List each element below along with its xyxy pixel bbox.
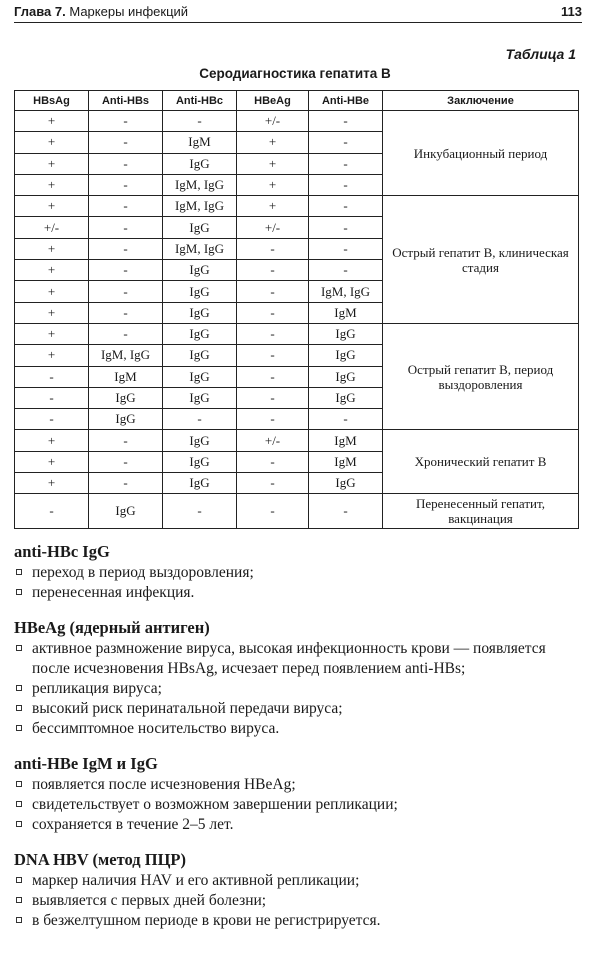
list-item bbox=[14, 795, 580, 815]
list-item-text: переход в период выздоровления; bbox=[32, 564, 254, 581]
table-cell: IgG bbox=[309, 387, 383, 408]
table-cell: IgG bbox=[163, 153, 237, 174]
table-cell: + bbox=[15, 196, 89, 217]
table-cell: - bbox=[237, 302, 309, 323]
running-head bbox=[14, 4, 188, 22]
list-item-text: выявляется с первых дней болезни; bbox=[32, 892, 267, 909]
chapter-number: Глава 7. bbox=[14, 4, 66, 19]
table-cell: - bbox=[15, 409, 89, 430]
list-item bbox=[14, 719, 580, 739]
table-cell: + bbox=[15, 451, 89, 472]
table-cell: - bbox=[89, 260, 163, 281]
table-cell: IgG bbox=[163, 217, 237, 238]
section-heading: DNA HBV (метод ПЦР) bbox=[14, 850, 186, 869]
table-cell: IgG bbox=[163, 451, 237, 472]
table-cell: IgM, IgG bbox=[89, 345, 163, 366]
table-cell: - bbox=[89, 174, 163, 195]
table-cell: - bbox=[163, 494, 237, 529]
table-cell: - bbox=[89, 323, 163, 344]
table-cell: IgG bbox=[89, 387, 163, 408]
square-bullet-icon bbox=[16, 705, 22, 711]
table-cell: IgM, IgG bbox=[163, 238, 237, 259]
table-cell: + bbox=[15, 302, 89, 323]
table-cell: IgG bbox=[163, 323, 237, 344]
table-cell: +/- bbox=[237, 217, 309, 238]
table-cell: + bbox=[15, 238, 89, 259]
column-header: Заключение bbox=[383, 91, 579, 111]
table-cell: + bbox=[15, 111, 89, 132]
square-bullet-icon bbox=[16, 917, 22, 923]
list-item bbox=[14, 911, 580, 931]
table-cell: IgG bbox=[163, 387, 237, 408]
table-cell: IgM bbox=[309, 302, 383, 323]
table-cell: - bbox=[237, 366, 309, 387]
table-cell: + bbox=[15, 132, 89, 153]
table-cell: IgG bbox=[89, 409, 163, 430]
list-item bbox=[14, 699, 580, 719]
conclusion-cell: Хронический гепатит В bbox=[383, 430, 579, 494]
table-cell: - bbox=[237, 260, 309, 281]
list-item-text: репликация вируса; bbox=[32, 680, 162, 697]
table-cell: - bbox=[237, 345, 309, 366]
table-cell: - bbox=[237, 473, 309, 494]
table-cell: - bbox=[237, 451, 309, 472]
table-cell: - bbox=[89, 132, 163, 153]
list-item-text: в безжелтушном периоде в крови не регистрируется. bbox=[32, 912, 381, 929]
table-cell: + bbox=[15, 260, 89, 281]
table-cell: - bbox=[309, 238, 383, 259]
marker-section bbox=[14, 541, 580, 603]
table-cell: IgM bbox=[163, 132, 237, 153]
table-cell: +/- bbox=[15, 217, 89, 238]
table-cell: - bbox=[309, 111, 383, 132]
table-cell: - bbox=[15, 387, 89, 408]
table-body bbox=[15, 111, 579, 529]
list-item-text: появляется после исчезновения HBeAg; bbox=[32, 776, 296, 793]
table-cell: + bbox=[15, 345, 89, 366]
table-cell: - bbox=[309, 409, 383, 430]
square-bullet-icon bbox=[16, 877, 22, 883]
table-cell: IgG bbox=[163, 366, 237, 387]
table-cell: IgG bbox=[309, 345, 383, 366]
table-cell: - bbox=[309, 153, 383, 174]
table-cell: + bbox=[15, 153, 89, 174]
table-cell: + bbox=[237, 153, 309, 174]
table-title: Серодиагностика гепатита В bbox=[199, 66, 391, 81]
conclusion-cell: Инкубационный период bbox=[383, 111, 579, 196]
list-item bbox=[14, 563, 580, 583]
square-bullet-icon bbox=[16, 725, 22, 731]
table-cell: - bbox=[163, 409, 237, 430]
table-cell: - bbox=[237, 323, 309, 344]
table-cell: - bbox=[15, 366, 89, 387]
square-bullet-icon bbox=[16, 781, 22, 787]
table-row bbox=[15, 430, 579, 451]
list-item-text: высокий риск перинатальной передачи вируса; bbox=[32, 700, 343, 717]
list-item bbox=[14, 871, 580, 891]
square-bullet-icon bbox=[16, 569, 22, 575]
column-header: Anti-HBs bbox=[89, 91, 163, 111]
table-cell: - bbox=[163, 111, 237, 132]
table-cell: IgG bbox=[163, 345, 237, 366]
table-cell: IgG bbox=[89, 494, 163, 529]
section-heading: HBeAg (ядерный антиген) bbox=[14, 618, 210, 637]
list-item-text: маркер наличия HAV и его активной репликации; bbox=[32, 872, 360, 889]
marker-section bbox=[14, 849, 580, 931]
bullet-list bbox=[14, 563, 580, 603]
list-item-text: сохраняется в течение 2–5 лет. bbox=[32, 816, 234, 833]
table-cell: IgM bbox=[309, 430, 383, 451]
table-cell: - bbox=[89, 111, 163, 132]
table-cell: - bbox=[309, 217, 383, 238]
table-cell: - bbox=[237, 494, 309, 529]
square-bullet-icon bbox=[16, 801, 22, 807]
page-header bbox=[14, 4, 582, 23]
section-heading: anti-HBe IgM и IgG bbox=[14, 754, 158, 773]
list-item bbox=[14, 891, 580, 911]
section-heading: anti-HBc IgG bbox=[14, 542, 110, 561]
list-item-text: перенесенная инфекция. bbox=[32, 584, 195, 601]
table-cell: - bbox=[89, 451, 163, 472]
table-label: Таблица 1 bbox=[505, 46, 576, 62]
marker-section bbox=[14, 753, 580, 835]
list-item bbox=[14, 639, 580, 679]
column-header: Anti-HBe bbox=[309, 91, 383, 111]
square-bullet-icon bbox=[16, 897, 22, 903]
table-row bbox=[15, 494, 579, 529]
table-cell: - bbox=[89, 302, 163, 323]
conclusion-cell: Острый гепатит В, клиническая стадия bbox=[383, 196, 579, 324]
table-cell: IgM, IgG bbox=[163, 174, 237, 195]
conclusion-cell: Перенесенный гепатит, вакцинация bbox=[383, 494, 579, 529]
list-item bbox=[14, 775, 580, 795]
column-header: HBsAg bbox=[15, 91, 89, 111]
square-bullet-icon bbox=[16, 645, 22, 651]
table-cell: IgG bbox=[163, 302, 237, 323]
table-cell: +/- bbox=[237, 430, 309, 451]
marker-descriptions bbox=[14, 541, 580, 931]
list-item-text: свидетельствует о возможном завершении репликации; bbox=[32, 796, 398, 813]
column-header: HBeAg bbox=[237, 91, 309, 111]
bullet-list bbox=[14, 871, 580, 931]
table-header bbox=[15, 91, 579, 111]
table-cell: IgM bbox=[89, 366, 163, 387]
square-bullet-icon bbox=[16, 685, 22, 691]
list-item-text: активное размножение вируса, высокая инфекционность крови — появляется после исчезновения HBsAg, исчезает перед появлением anti-HBs; bbox=[32, 640, 546, 677]
table-cell: IgG bbox=[163, 260, 237, 281]
table-cell: + bbox=[237, 174, 309, 195]
table-cell: - bbox=[237, 409, 309, 430]
table-cell: IgG bbox=[309, 473, 383, 494]
table-header-row bbox=[15, 91, 579, 111]
table-cell: IgG bbox=[309, 366, 383, 387]
table-row bbox=[15, 111, 579, 132]
table-cell: - bbox=[309, 174, 383, 195]
serodiagnosis-table bbox=[14, 90, 579, 529]
table-cell: - bbox=[309, 494, 383, 529]
chapter-title: Маркеры инфекций bbox=[69, 4, 189, 19]
table-cell: + bbox=[15, 323, 89, 344]
table-cell: IgG bbox=[163, 473, 237, 494]
table-cell: - bbox=[309, 196, 383, 217]
table-cell: - bbox=[89, 238, 163, 259]
table-cell: - bbox=[89, 217, 163, 238]
table-cell: IgG bbox=[163, 281, 237, 302]
square-bullet-icon bbox=[16, 589, 22, 595]
square-bullet-icon bbox=[16, 821, 22, 827]
table-cell: IgM, IgG bbox=[309, 281, 383, 302]
list-item-text: бессимптомное носительство вируса. bbox=[32, 720, 280, 737]
table-cell: - bbox=[89, 196, 163, 217]
list-item bbox=[14, 583, 580, 603]
table-cell: IgG bbox=[163, 430, 237, 451]
table-cell: - bbox=[89, 281, 163, 302]
bullet-list bbox=[14, 639, 580, 739]
table-cell: - bbox=[309, 132, 383, 153]
table-cell: IgM, IgG bbox=[163, 196, 237, 217]
list-item bbox=[14, 679, 580, 699]
table-cell: - bbox=[237, 238, 309, 259]
table-cell: - bbox=[237, 387, 309, 408]
table-cell: + bbox=[15, 473, 89, 494]
conclusion-cell: Острый гепатит В, период выздоровления bbox=[383, 323, 579, 429]
marker-section bbox=[14, 617, 580, 739]
table-row bbox=[15, 196, 579, 217]
table-cell: + bbox=[15, 281, 89, 302]
table-cell: - bbox=[237, 281, 309, 302]
table-cell: - bbox=[89, 473, 163, 494]
table-cell: IgM bbox=[309, 451, 383, 472]
table-cell: - bbox=[15, 494, 89, 529]
table-cell: + bbox=[15, 174, 89, 195]
bullet-list bbox=[14, 775, 580, 835]
table-cell: - bbox=[309, 260, 383, 281]
table-cell: + bbox=[237, 132, 309, 153]
table-cell: - bbox=[89, 430, 163, 451]
list-item bbox=[14, 815, 580, 835]
table-cell: + bbox=[15, 430, 89, 451]
table-cell: +/- bbox=[237, 111, 309, 132]
table-cell: - bbox=[89, 153, 163, 174]
table-row bbox=[15, 323, 579, 344]
column-header: Anti-HBc bbox=[163, 91, 237, 111]
table-cell: IgG bbox=[309, 323, 383, 344]
table-cell: + bbox=[237, 196, 309, 217]
page-number: 113 bbox=[561, 4, 582, 19]
